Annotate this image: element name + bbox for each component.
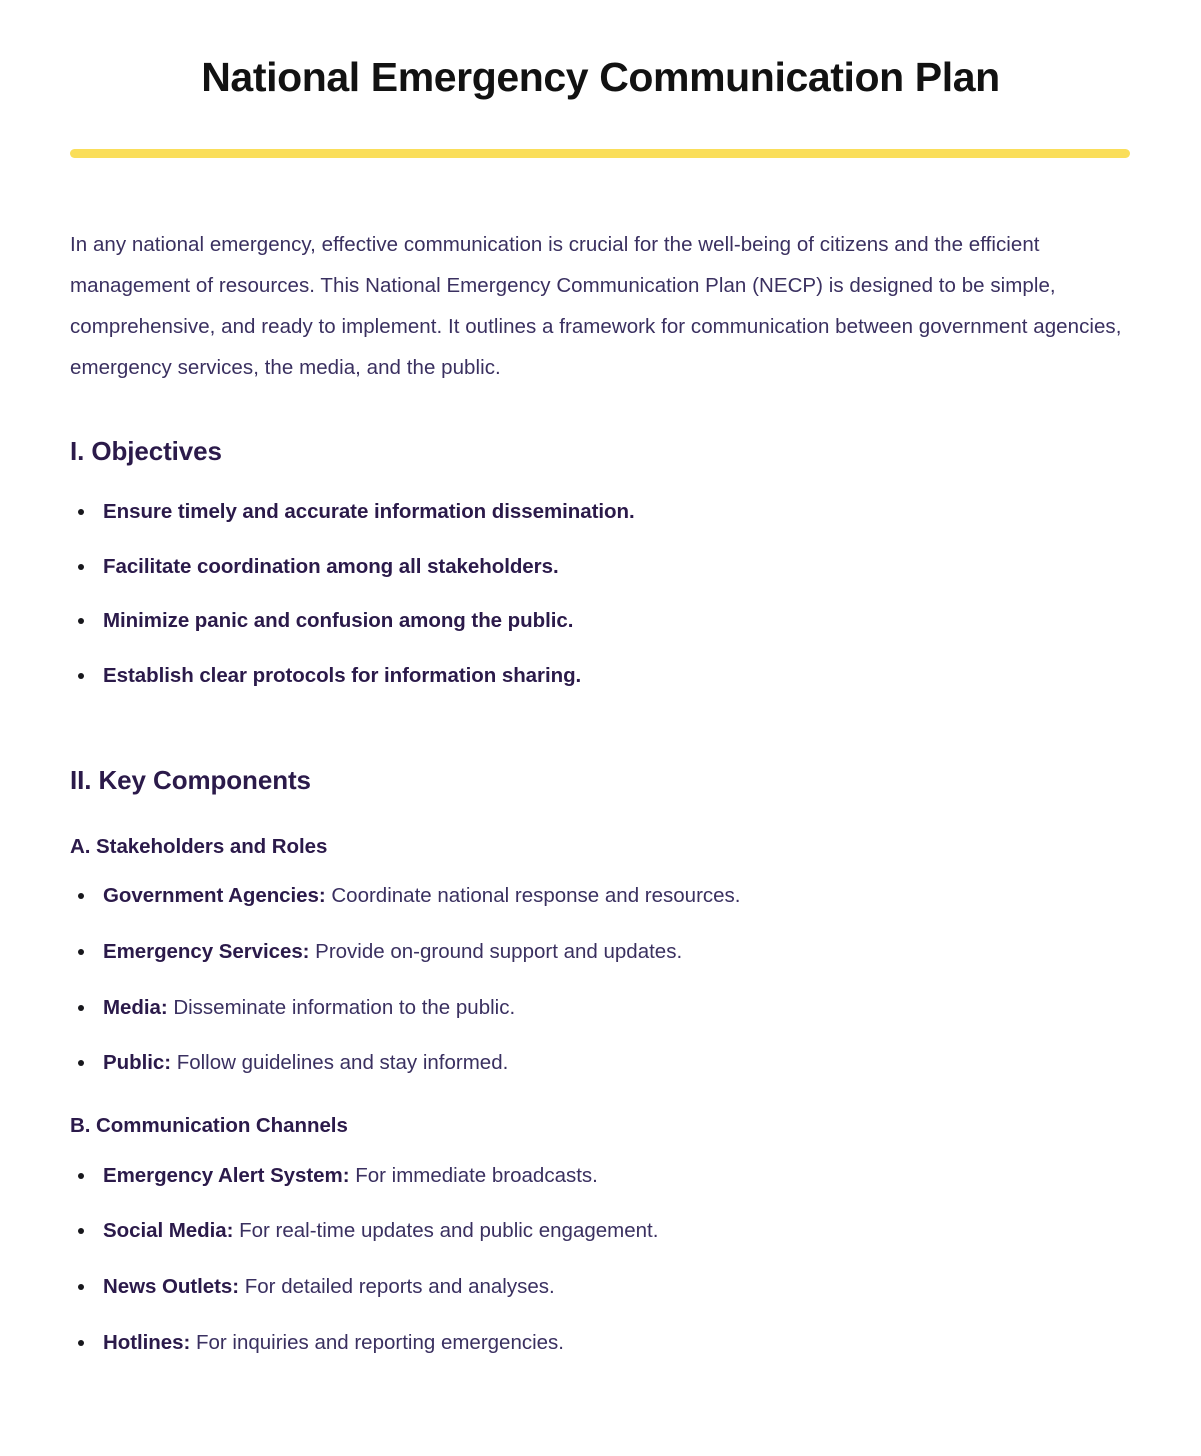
list-item xyxy=(70,1329,1131,1357)
list-item-description: For real-time updates and public engagement. xyxy=(239,1219,659,1243)
list-item: Ensure timely and accurate information dissemination. xyxy=(70,498,1131,526)
list-item-term: Hotlines: xyxy=(103,1330,191,1354)
list-item xyxy=(70,882,1131,910)
list-item xyxy=(70,1217,1131,1245)
list-item xyxy=(70,1162,1131,1190)
title-divider xyxy=(70,149,1130,158)
objectives-list xyxy=(70,469,1131,690)
list-item-term: Emergency Alert System: xyxy=(103,1163,350,1187)
list-item-term: Media: xyxy=(103,995,168,1019)
list-item xyxy=(70,938,1131,966)
list-item-description: For detailed reports and analyses. xyxy=(244,1274,555,1298)
page-title: National Emergency Communication Plan xyxy=(201,54,1000,100)
list-item xyxy=(70,1049,1131,1077)
list-item xyxy=(70,994,1131,1022)
list-item-term: Social Media: xyxy=(103,1219,234,1243)
list-item xyxy=(70,1273,1131,1301)
list-item-term: Government Agencies: xyxy=(103,884,326,908)
communication-channels-list xyxy=(70,1140,1131,1357)
list-item-description: Provide on-ground support and updates. xyxy=(315,939,683,963)
list-item-term: Public: xyxy=(103,1051,171,1075)
list-item: Minimize panic and confusion among the public. xyxy=(70,607,1131,635)
section-heading-objectives: I. Objectives xyxy=(70,436,222,467)
section-heading-key-components: II. Key Components xyxy=(70,764,311,795)
intro-paragraph: In any national emergency, effective communication is crucial for the well-being of citizens and the efficient management of resources. This National Emergency Communication Plan (NECP) is designed to be simple, comprehensive, and ready to implement. It outlines a framework for communication between government agencies, emergency services, the media, and the public. xyxy=(70,233,1122,380)
list-item-term: News Outlets: xyxy=(103,1274,240,1298)
list-item-description: For inquiries and reporting emergencies. xyxy=(195,1330,565,1354)
list-item: Establish clear protocols for information sharing. xyxy=(70,662,1131,690)
list-item-description: Follow guidelines and stay informed. xyxy=(176,1051,509,1075)
sub-heading-stakeholders-and-roles: A. Stakeholders and Roles xyxy=(70,834,328,858)
list-item-term: Emergency Services: xyxy=(103,939,310,963)
list-item: Facilitate coordination among all stakeholders. xyxy=(70,553,1131,581)
list-item-description: Coordinate national response and resources. xyxy=(331,884,741,908)
stakeholders-list xyxy=(70,860,1131,1077)
list-item-description: For immediate broadcasts. xyxy=(355,1163,598,1187)
sub-heading-communication-channels: B. Communication Channels xyxy=(70,1113,348,1137)
list-item-description: Disseminate information to the public. xyxy=(173,995,516,1019)
